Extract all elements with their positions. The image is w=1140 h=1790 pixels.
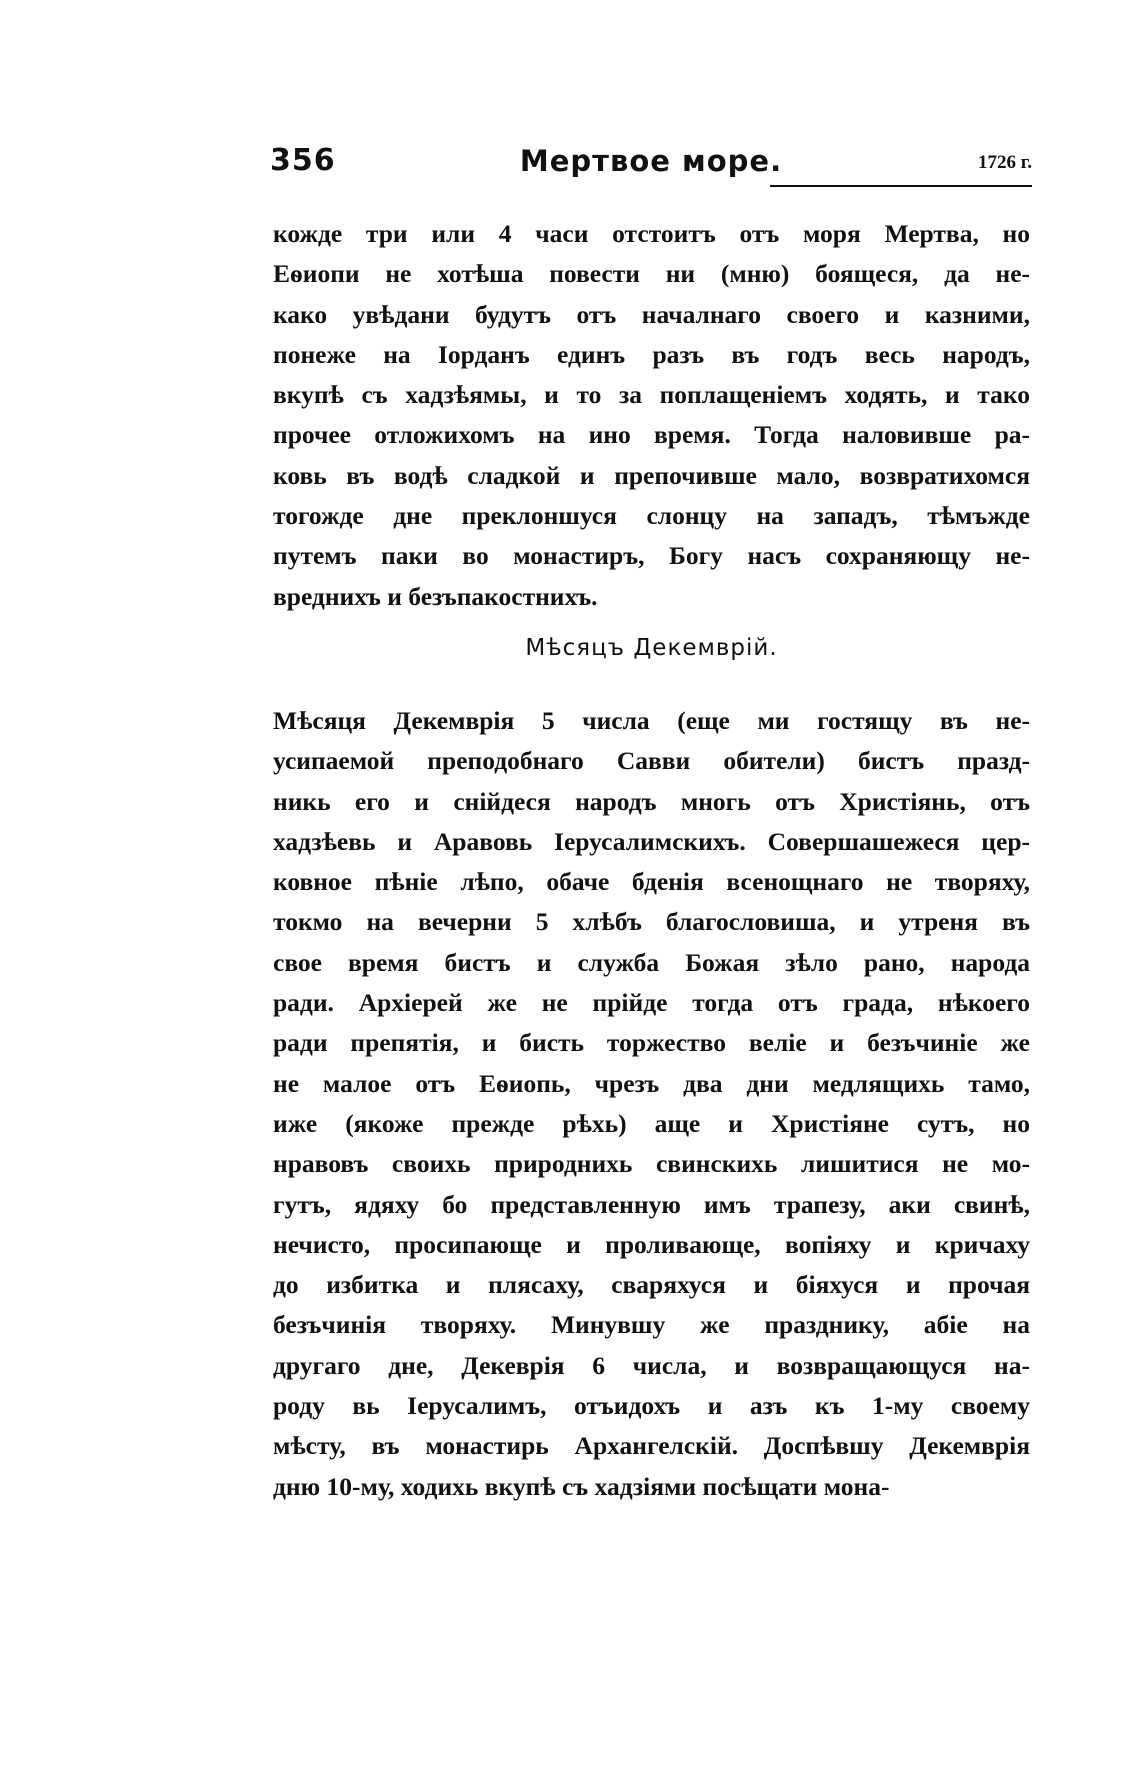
page-header: [270, 143, 1032, 189]
paragraph-2-line: Мѣсяця Декемврiя 5 числа (еще ми гостящу въ не-: [273, 706, 1030, 735]
paragraph-2-line: дню 10-му, ходихь вкупѣ съ хадзiями посѣщати мона-: [273, 1471, 890, 1501]
paragraph-1-line: путемъ паки во монастиръ, Богу насъ сохраняющу не-: [273, 541, 1030, 571]
paragraph-2-line: хадзѣевь и Аравовь Iерусалимскихъ. Совершашежеся цер-: [273, 826, 1030, 856]
paragraph-2-line: другаго дне, Декеврiя 6 числа, и возвращающуся на-: [273, 1350, 1030, 1380]
paragraph-1-line: Еѳиопи не хотѣша повести ни (мню) боящеся, да не-: [273, 259, 1030, 289]
running-title: Мертвое море.: [519, 144, 783, 178]
paragraph-2-line: мѣсту, въ монастирь Архангелскiй. Доспѣвшу Декемврiя: [273, 1431, 1030, 1461]
paragraph-2-line: ковное пѣнiе лѣпо, обаче бденiя всенощнаго не творяху,: [273, 867, 1030, 897]
paragraph-2-line: никь его и снiйдеся народъ многь отъ Христiянь, отъ: [273, 786, 1030, 816]
paragraph-2-line: не малое отъ Еѳиопь, чрезъ два дни медлящихь тамо,: [273, 1068, 1030, 1098]
paragraph-1-line: понеже на Iорданъ единъ разъ въ годъ весь народъ,: [273, 339, 1030, 369]
paragraph-2-line: нравовъ своихь природнихь свинскихь лишитися не мо-: [273, 1149, 1030, 1179]
paragraph-2-line: токмо на вечерни 5 хлѣбъ благословиша, и утреня въ: [273, 907, 1030, 937]
paragraph-1-line: прочее отложихомъ на ино время. Тогда наловивше ра-: [273, 420, 1030, 450]
paragraph-2-line: усипаемой преподобнаго Савви обители) бистъ празд-: [273, 746, 1030, 776]
paragraph-2-line: ради препятiя, и бисть торжество велiе и безъчинiе же: [273, 1028, 1030, 1058]
section-heading: Мѣсяцъ Декемврiй.: [525, 635, 778, 661]
paragraph-1-line: вреднихъ и безъпакостнихъ.: [273, 581, 598, 611]
paragraph-2-line: безъчинiя творяху. Минувшу же празднику, абiе на: [273, 1310, 1030, 1340]
paragraph-2-line: свое время бистъ и служба Божая зѣло рано, народа: [273, 947, 1030, 977]
paragraph-2: [273, 701, 1030, 1507]
paragraph-1-line: тогожде дне преклоншуся слонцу на западъ, тѣмъжде: [273, 501, 1030, 531]
paragraph-1-line: ковь въ водѣ сладкой и препочивше мало, возвратихомся: [273, 460, 1030, 490]
header-year: 1726 г.: [978, 152, 1032, 173]
paragraph-2-line: иже (якоже прежде рѣхь) аще и Христiяне сутъ, но: [273, 1108, 1030, 1138]
paragraph-2-line: до избитка и плясаху, сваряхуся и бiяхуся и прочая: [273, 1270, 1030, 1300]
paragraph-1-line: вкупѣ съ хадзѣямы, и то за поплащенiемъ ходять, и тако: [273, 380, 1030, 410]
page-number: 356: [270, 143, 336, 178]
paragraph-1-line: како увѣдани будутъ отъ началнаго своего и казними,: [273, 299, 1030, 329]
paragraph-1: [273, 214, 1030, 617]
paragraph-2-line: роду вь Iерусалимъ, отъидохъ и азъ къ 1-му своему: [273, 1391, 1030, 1421]
paragraph-2-line: нечисто, просипающе и проливающе, вопiяху и кричаху: [273, 1229, 1030, 1259]
paragraph-1-line: кожде три или 4 часи отстоитъ отъ моря Мертва, но: [273, 219, 1030, 248]
paragraph-2-line: гутъ, ядяху бо представленную имъ трапезу, аки свинѣ,: [273, 1189, 1030, 1219]
paragraph-2-line: ради. Архiерей же не прiйде тогда отъ града, нѣкоего: [273, 988, 1030, 1018]
header-rule: [770, 185, 1032, 187]
